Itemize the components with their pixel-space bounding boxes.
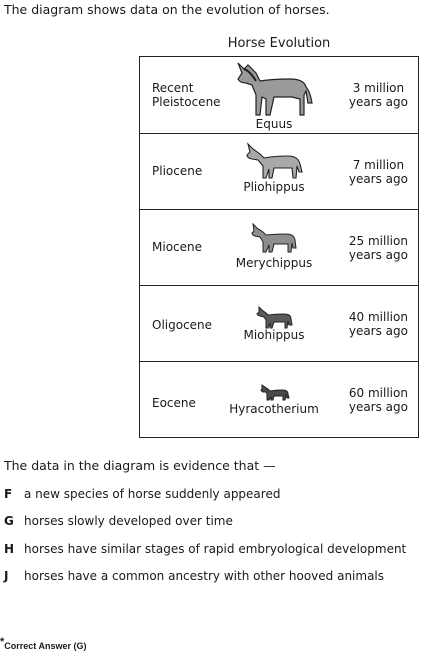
- answer-text: Correct Answer (G): [4, 641, 87, 651]
- choice-text: horses slowly developed over time: [24, 514, 233, 528]
- intro-text: The diagram shows data on the evolution of horses.: [4, 2, 330, 17]
- choice-h[interactable]: [4, 542, 406, 556]
- choice-f[interactable]: [4, 487, 280, 501]
- era-label: Recent Pleistocene: [152, 81, 221, 109]
- age-label: 25 million years ago: [348, 234, 408, 262]
- question-stem: The data in the diagram is evidence that —: [4, 458, 276, 473]
- choice-letter: J: [4, 569, 9, 583]
- choice-letter: G: [4, 514, 14, 528]
- horse-name: Equus: [255, 117, 293, 131]
- miohippus-horse-icon: [256, 306, 294, 330]
- answer-star: *: [0, 636, 5, 648]
- age-label: 40 million years ago: [348, 310, 408, 338]
- choice-text: horses have similar stages of rapid embryological development: [24, 542, 407, 556]
- table-row: [140, 133, 418, 210]
- equus-horse-icon: [234, 59, 314, 117]
- horse-evolution-table: [139, 56, 419, 438]
- era-label: Miocene: [152, 240, 202, 254]
- choice-j[interactable]: [4, 569, 384, 583]
- table-row: [140, 361, 418, 438]
- era-label: Pliocene: [152, 164, 203, 178]
- horse-name: Merychippus: [235, 256, 313, 270]
- hyracotherium-horse-icon: [260, 384, 290, 402]
- era-label: Oligocene: [152, 318, 213, 332]
- merychippus-horse-icon: [250, 222, 298, 254]
- horse-name: Hyracotherium: [229, 402, 319, 416]
- choice-text: horses have a common ancestry with other hooved animals: [24, 569, 385, 583]
- era-label: Eocene: [152, 396, 196, 410]
- age-label: 7 million years ago: [348, 158, 408, 186]
- age-label: 3 million years ago: [348, 81, 408, 109]
- table-row: [140, 57, 418, 133]
- table-row: [140, 285, 418, 362]
- correct-answer-note: [0, 636, 86, 651]
- age-label: 60 million years ago: [348, 386, 408, 414]
- choice-letter: H: [4, 542, 15, 556]
- horse-name: Pliohippus: [243, 180, 305, 194]
- pliohippus-horse-icon: [244, 142, 304, 180]
- table-title: Horse Evolution: [227, 36, 331, 51]
- choice-g[interactable]: [4, 514, 233, 528]
- table-row: [140, 209, 418, 286]
- choice-letter: F: [4, 487, 13, 501]
- horse-name: Miohippus: [243, 328, 305, 342]
- choice-text: a new species of horse suddenly appeared: [24, 487, 281, 501]
